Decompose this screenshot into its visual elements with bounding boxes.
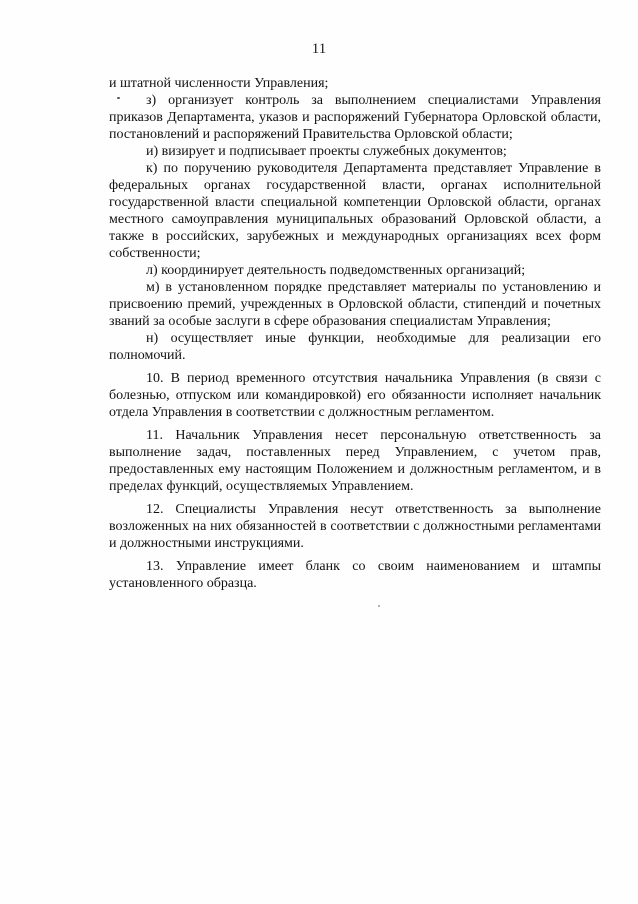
paragraph-item-k: к) по поручению руководителя Департамента представляет Управление в федеральных органах государственной власти, органах исполнительной государственной власти специальной компетенции Орловской области, органах местного самоуправления муниципальных образований Орловской области, а также в российских, зарубежных и международных организациях всех форм собственности; xyxy=(109,161,601,261)
paragraph-item-m: м) в установленном порядке представляет материалы по установлению и присвоению премий, учрежденных в Орловской области, стипендий и почетных званий за особые заслуги в сфере образования специалистам Управления; xyxy=(109,280,601,329)
page-number: 11 xyxy=(311,41,327,57)
scan-speck xyxy=(117,97,120,99)
paragraph-item-i: и) визирует и подписывает проекты служебных документов; xyxy=(146,144,507,159)
document-body xyxy=(109,75,601,592)
paragraph-10: 10. В период временного отсутствия начальника Управления (в связи с болезнью, отпуском или командировкой) его обязанности исполняет начальник отдела Управления в соответствии с должностным регламентом. xyxy=(109,371,601,420)
paragraph-item-n: н) осуществляет иные функции, необходимые для реализации его полномочий. xyxy=(109,331,601,363)
paragraph-continuation: и штатной численности Управления; xyxy=(109,76,329,91)
paragraph-item-z: з) организует контроль за выполнением специалистами Управления приказов Департамента, указов и распоряжений Губернатора Орловской области, постановлений и распоряжений Правительства Орловской области; xyxy=(109,93,601,142)
paragraph-11: 11. Начальник Управления несет персональную ответственность за выполнение задач, поставленных перед Управлением, с учетом прав, предоставленных ему настоящим Положением и должностным регламентом, и в пределах функций, осуществляемых Управлением. xyxy=(109,428,601,494)
paragraph-13: 13. Управление имеет бланк со своим наименованием и штампы установленного образца. xyxy=(109,559,601,591)
scan-speck xyxy=(378,605,380,607)
paragraph-item-l: л) координирует деятельность подведомственных организаций; xyxy=(146,263,526,278)
paragraph-12: 12. Специалисты Управления несут ответственность за выполнение возложенных на них обязанностей в соответствии с должностными регламентами и должностными инструкциями. xyxy=(109,502,601,551)
